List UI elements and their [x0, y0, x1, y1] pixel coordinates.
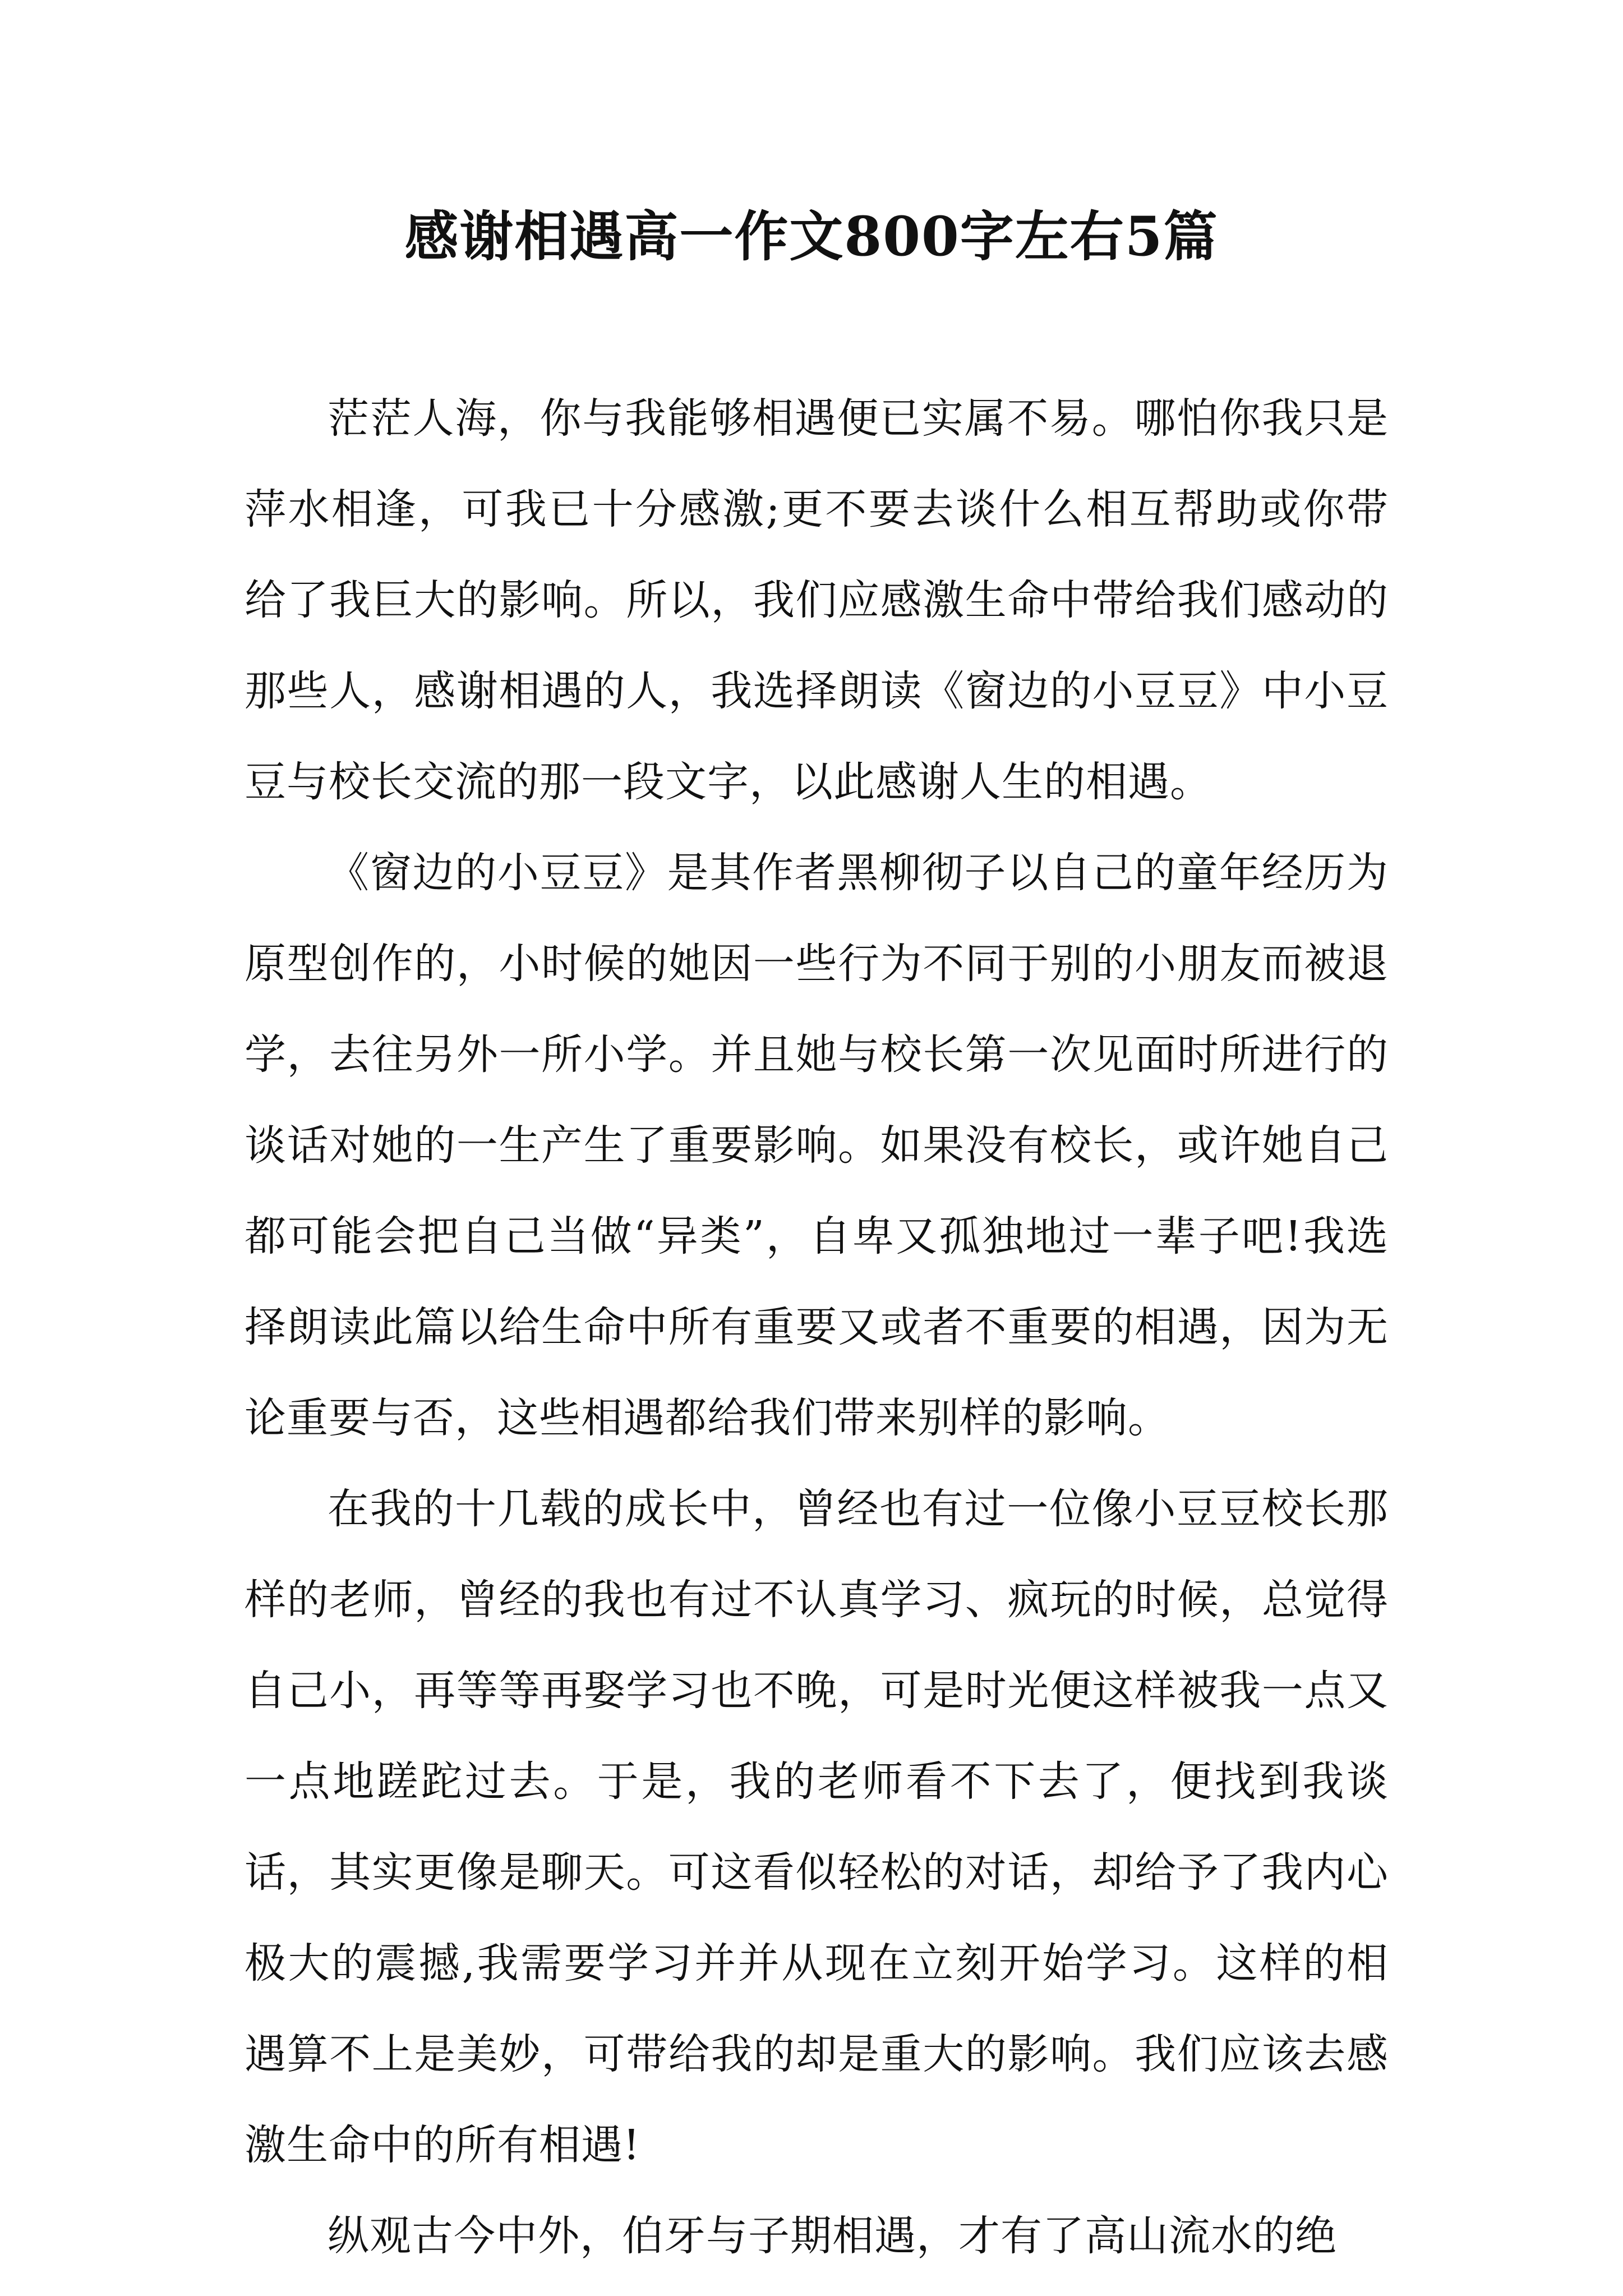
document-title: 感谢相遇高一作文800字左右5篇 — [404, 205, 1219, 268]
paragraph: 《窗边的小豆豆》是其作者黑柳彻子以自己的童年经历为原型创作的，小时候的她因一些行为不同于别的小朋友而被退学，去往另外一所小学。并且她与校长第一次见面时所进行的谈话对她的一生产生了重要影响。如果没有校长，或许她自己都可能会把自己当做“异类”，自卑又孤独地过一辈子吧!我选择朗读此篇以给生命中所有重要又或者不重要的相遇，因为无论重要与否，这些相遇都给我们带来别样的影响。 — [245, 849, 1389, 1442]
document-body — [245, 373, 1389, 2281]
paragraph: 纵观古今中外，伯牙与子期相遇，才有了高山流水的绝 — [328, 2212, 1337, 2260]
paragraph: 在我的十几载的成长中，曾经也有过一位像小豆豆校长那样的老师，曾经的我也有过不认真学习、疯玩的时候，总觉得自己小，再等等再娶学习也不晚，可是时光便这样被我一点又一点地蹉跎过去。于是，我的老师看不下去了，便找到我谈话，其实更像是聊天。可这看似轻松的对话，却给予了我内心极大的震撼,我需要学习并并从现在立刻开始学习。这样的相遇算不上是美妙，可带给我的却是重大的影响。我们应该去感激生命中的所有相遇! — [245, 1485, 1389, 2169]
paragraph: 茫茫人海，你与我能够相遇便已实属不易。哪怕你我只是萍水相逢，可我已十分感激;更不要去谈什么相互帮助或你带给了我巨大的影响。所以，我们应感激生命中带给我们感动的那些人，感谢相遇的人，我选择朗读《窗边的小豆豆》中小豆豆与校长交流的那一段文字，以此感谢人生的相遇。 — [245, 394, 1389, 806]
